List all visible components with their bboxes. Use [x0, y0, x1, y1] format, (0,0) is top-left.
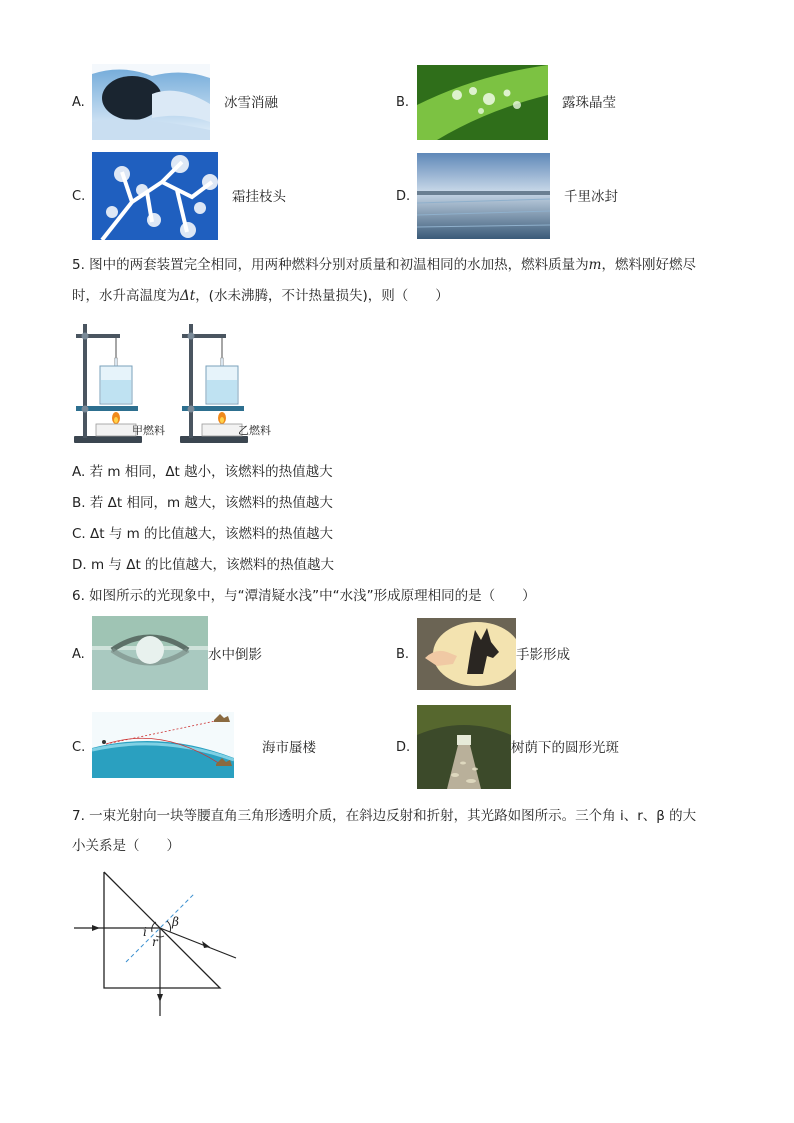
q4-option-d-label: 千里冰封: [564, 189, 618, 205]
q6-option-a-label: 水中倒影: [208, 647, 262, 663]
melting-ice-photo: [92, 64, 210, 140]
q5-option-a: A. 若 m 相同，Δt 越小，该燃料的热值越大: [72, 464, 333, 480]
q4-option-c-label: 霜挂枝头: [232, 189, 286, 205]
q5-option-b: B. 若 Δt 相同，m 越大，该燃料的热值越大: [72, 495, 333, 511]
tree-shade-photo: [417, 705, 511, 789]
q4-option-a-letter: A.: [72, 95, 85, 110]
q6-option-d-label: 树荫下的圆形光斑: [511, 740, 619, 756]
fuel-label-yi: 乙燃料: [238, 424, 271, 437]
q6-option-c-letter: C.: [72, 740, 86, 755]
mirage-diagram: [92, 712, 234, 778]
q6-option-b-label: 手影形成: [516, 647, 570, 663]
q4-option-a-label: 冰雪消融: [224, 95, 278, 111]
angle-label-beta: β: [172, 915, 179, 929]
q5-stem-line-2: 时，水升高温度为Δt，(水未沸腾，不计热量损失)，则（ ）: [72, 288, 449, 304]
q4-option-d-letter: D.: [396, 189, 411, 204]
q7-stem-line-2: 小关系是（ ）: [72, 838, 180, 854]
q6-stem: 6. 如图所示的光现象中，与“潭清疑水浅”中“水浅”形成原理相同的是（ ）: [72, 588, 536, 604]
q6-option-b-letter: B.: [396, 647, 410, 662]
frozen-lake-photo: [417, 153, 550, 239]
q6-option-d-letter: D.: [396, 740, 411, 755]
hand-shadow-photo: [417, 618, 516, 690]
q5-stem-line-1: 5. 图中的两套装置完全相同，用两种燃料分别对质量和初温相同的水加热，燃料质量为m，燃料刚好燃尽: [72, 257, 696, 273]
q4-option-b-label: 露珠晶莹: [562, 95, 616, 111]
angle-label-r: r: [152, 935, 158, 949]
bridge-reflection-photo: [92, 616, 208, 690]
dew-drops-photo: [417, 65, 548, 140]
q4-option-b-letter: B.: [396, 95, 410, 110]
q5-option-c: C. Δt 与 m 的比值越大，该燃料的热值越大: [72, 526, 334, 542]
q5-option-d: D. m 与 Δt 的比值越大，该燃料的热值越大: [72, 557, 335, 573]
fuel-label-jia: 甲燃料: [132, 424, 165, 437]
q4-option-c-letter: C.: [72, 189, 86, 204]
angle-label-i: i: [143, 925, 147, 939]
q6-option-c-label: 海市蜃楼: [262, 740, 316, 756]
q6-option-a-letter: A.: [72, 647, 85, 662]
q7-stem-line-1: 7. 一束光射向一块等腰直角三角形透明介质，在斜边反射和折射，其光路如图所示。三个角 i、r、β 的大: [72, 808, 697, 824]
frost-branches-photo: [92, 152, 218, 240]
